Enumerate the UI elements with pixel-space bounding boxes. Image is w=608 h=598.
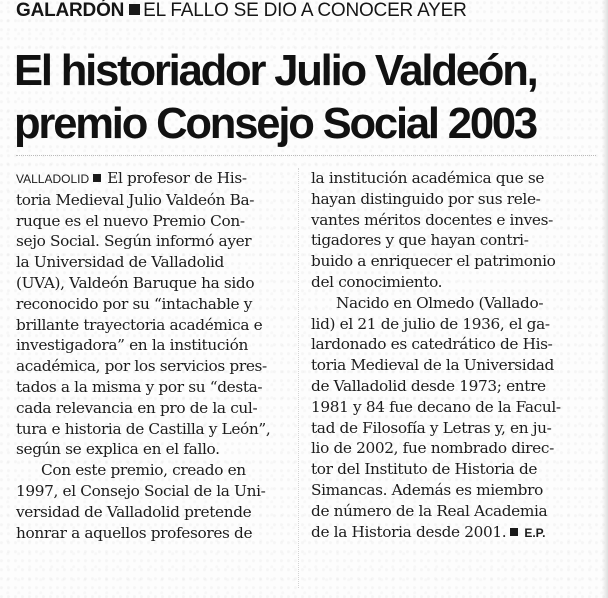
text-line: lio de 2002, fue nombrado direc- xyxy=(311,439,554,458)
kicker-text: EL FALLO SE DIO A CONOCER AYER xyxy=(143,0,467,21)
text-line: hayan distinguido por sus rele- xyxy=(311,189,541,208)
text-line: tados a la misma y por su “desta- xyxy=(16,377,263,396)
text-line: 1981 y 84 fue decano de la Facul- xyxy=(311,397,561,416)
scan-edge-shadow xyxy=(602,0,608,598)
text-line: cada relevancia en pro de la cul- xyxy=(16,398,258,417)
text-line: vantes méritos docentes e inves- xyxy=(311,210,553,229)
text-line: (UVA), Valdeón Baruque ha sido xyxy=(16,273,255,292)
text-line: Simancas. Además es miembro xyxy=(311,480,543,499)
text-line: Con este premio, creado en xyxy=(41,461,246,480)
text-line: ruque es el nuevo Premio Con- xyxy=(16,211,245,230)
text-line: tura e historia de Castilla y León”, xyxy=(16,419,271,438)
square-bullet-icon xyxy=(129,4,140,15)
headline-line-2: premio Consejo Social 2003 xyxy=(14,99,536,148)
section-kicker xyxy=(16,0,596,22)
text-line: honrar a aquellos profesores de xyxy=(16,523,253,542)
text-line: académica, por los servicios pres- xyxy=(16,357,267,376)
text-line: del conocimiento. xyxy=(311,272,443,291)
text-line: sejo Social. Según informó ayer xyxy=(16,232,252,251)
text-line: tad de Filosofía y Letras y, en ju- xyxy=(311,418,552,437)
headline-line-1: El historiador Julio Valdeón, xyxy=(14,46,537,95)
text-line: versidad de Valladolid pretende xyxy=(16,502,252,521)
text-line: investigadora” en la institución xyxy=(16,336,248,355)
text-line: reconocido por su “intachable y xyxy=(16,294,253,313)
text-line-content: de la Historia desde 2001. xyxy=(311,522,507,541)
headline xyxy=(14,44,593,150)
text-line: tigadores y que hayan contri- xyxy=(311,231,529,250)
text-line: la institución académica que se xyxy=(311,169,545,187)
column-divider xyxy=(298,168,299,588)
text-line: la Universidad de Valladolid xyxy=(16,253,224,272)
text-line: buido a enriquecer el patrimonio xyxy=(311,252,556,271)
text-line: toria Medieval de la Universidad xyxy=(311,356,554,375)
text-line: tor del Instituto de Historia de xyxy=(311,460,538,479)
text-line-content: El profesor de His- xyxy=(107,169,247,187)
article-column-right xyxy=(311,168,589,543)
text-line: de número de la Real Academia xyxy=(311,501,548,520)
article-column-left xyxy=(16,168,286,543)
byline-signature: E.P. xyxy=(524,525,546,540)
text-line: lardonado es catedrático de His- xyxy=(311,335,553,354)
dateline: VALLADOLID xyxy=(16,172,90,186)
text-line: brillante trayectoria académica e xyxy=(16,315,263,334)
text-line: según se explica en el fallo. xyxy=(16,440,220,459)
header-divider xyxy=(16,155,596,156)
text-line: de Valladolid desde 1973; entre xyxy=(311,376,546,395)
kicker-label: GALARDÓN xyxy=(16,0,125,21)
text-line xyxy=(311,522,589,544)
square-bullet-icon xyxy=(93,174,101,182)
text-line xyxy=(16,168,286,190)
end-square-icon xyxy=(510,528,518,536)
text-line: lid) el 21 de julio de 1936, el ga- xyxy=(311,314,550,333)
text-line: 1997, el Consejo Social de la Uni- xyxy=(16,481,266,500)
text-line: Nacido en Olmedo (Vallado- xyxy=(336,293,544,312)
text-line: toria Medieval Julio Valdeón Ba- xyxy=(16,190,255,209)
